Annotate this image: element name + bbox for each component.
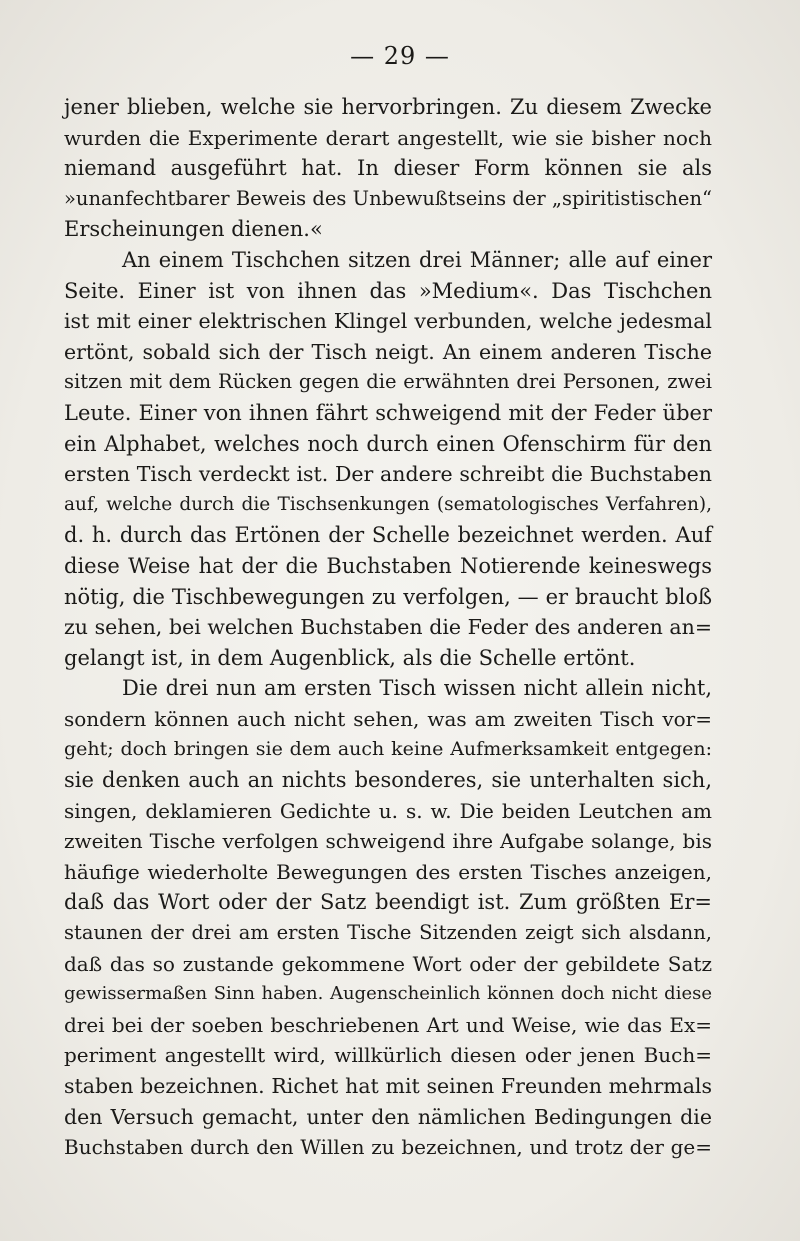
text-line: gelangt ist, in dem Augenblick, als die Schelle ertönt. bbox=[64, 645, 636, 670]
text-line: staben bezeichnen. Richet hat mit seinen Freunden mehrmals bbox=[64, 1074, 712, 1098]
text-line: Die drei nun am ersten Tisch wissen nicht allein nicht, bbox=[122, 676, 712, 701]
text-line: d. h. durch das Ertönen der Schelle bezeichnet werden. Auf bbox=[64, 523, 712, 548]
text-line: diese Weise hat der die Buchstaben Notierende keineswegs bbox=[64, 553, 712, 578]
text-line: jener blieben, welche sie hervorbringen. Zu diesem Zwecke bbox=[64, 95, 712, 119]
text-line: ein Alphabet, welches noch durch einen Ofenschirm für den bbox=[64, 431, 712, 456]
text-line: »unanfechtbarer Beweis des Unbewußtseins der „spiritistischen“ bbox=[64, 186, 712, 210]
text-line: niemand ausgeführt hat. In dieser Form können sie als bbox=[64, 156, 712, 181]
text-line: staunen der drei am ersten Tische Sitzenden zeigt sich alsdann, bbox=[64, 921, 712, 945]
text-line: drei bei der soeben beschriebenen Art und Weise, wie das Ex= bbox=[64, 1012, 712, 1037]
text-line: Buchstaben durch den Willen zu bezeichnen, und trotz der ge= bbox=[64, 1135, 712, 1160]
text-line: An einem Tischchen sitzen drei Männer; alle auf einer bbox=[122, 247, 712, 272]
text-line: den Versuch gemacht, unter den nämlichen Bedingungen die bbox=[64, 1104, 712, 1129]
text-line: periment angestellt wird, willkürlich diesen oder jenen Buch= bbox=[64, 1043, 712, 1068]
page-number: — 29 — bbox=[350, 42, 450, 70]
text-line: sie denken auch an nichts besonderes, sie unterhalten sich, bbox=[64, 768, 712, 793]
text-line: singen, deklamieren Gedichte u. s. w. Die beiden Leutchen am bbox=[64, 798, 712, 823]
text-line: daß das Wort oder der Satz beendigt ist. Zum größten Er= bbox=[64, 890, 712, 915]
text-line: zweiten Tische verfolgen schweigend ihre Aufgabe solange, bis bbox=[64, 829, 712, 854]
text-line: Leute. Einer von ihnen fährt schweigend mit der Feder über bbox=[64, 400, 712, 425]
text-line: Erscheinungen dienen.« bbox=[64, 217, 323, 242]
text-line: gewissermaßen Sinn haben. Augenscheinlich können doch nicht diese bbox=[64, 983, 712, 1005]
text-line: zu sehen, bei welchen Buchstaben die Feder des anderen an= bbox=[64, 615, 712, 640]
text-line: sondern können auch nicht sehen, was am zweiten Tisch vor= bbox=[64, 706, 712, 731]
text-line: sitzen mit dem Rücken gegen die erwähnten drei Personen, zwei bbox=[64, 370, 712, 394]
text-line: ertönt, sobald sich der Tisch neigt. An einem anderen Tische bbox=[64, 339, 712, 364]
text-line: ist mit einer elektrischen Klingel verbunden, welche jedesmal bbox=[64, 309, 712, 334]
text-line: wurden die Experimente derart angestellt, wie sie bisher noch bbox=[64, 125, 712, 150]
text-line: geht; doch bringen sie dem auch keine Aufmerksamkeit entgegen: bbox=[64, 738, 712, 761]
text-line: Seite. Einer ist von ihnen das »Medium«. Das Tischchen bbox=[64, 278, 712, 303]
text-line: ersten Tisch verdeckt ist. Der andere schreibt die Buchstaben bbox=[64, 462, 712, 487]
body-text bbox=[64, 92, 712, 1163]
text-line: nötig, die Tischbewegungen zu verfolgen, — er braucht bloß bbox=[64, 584, 712, 609]
text-line: häufige wiederholte Bewegungen des ersten Tisches anzeigen, bbox=[64, 859, 712, 884]
text-line: daß das so zustande gekommene Wort oder der gebildete Satz bbox=[64, 951, 712, 976]
text-line: auf, welche durch die Tischsenkungen (sematologisches Verfahren), bbox=[64, 493, 712, 515]
